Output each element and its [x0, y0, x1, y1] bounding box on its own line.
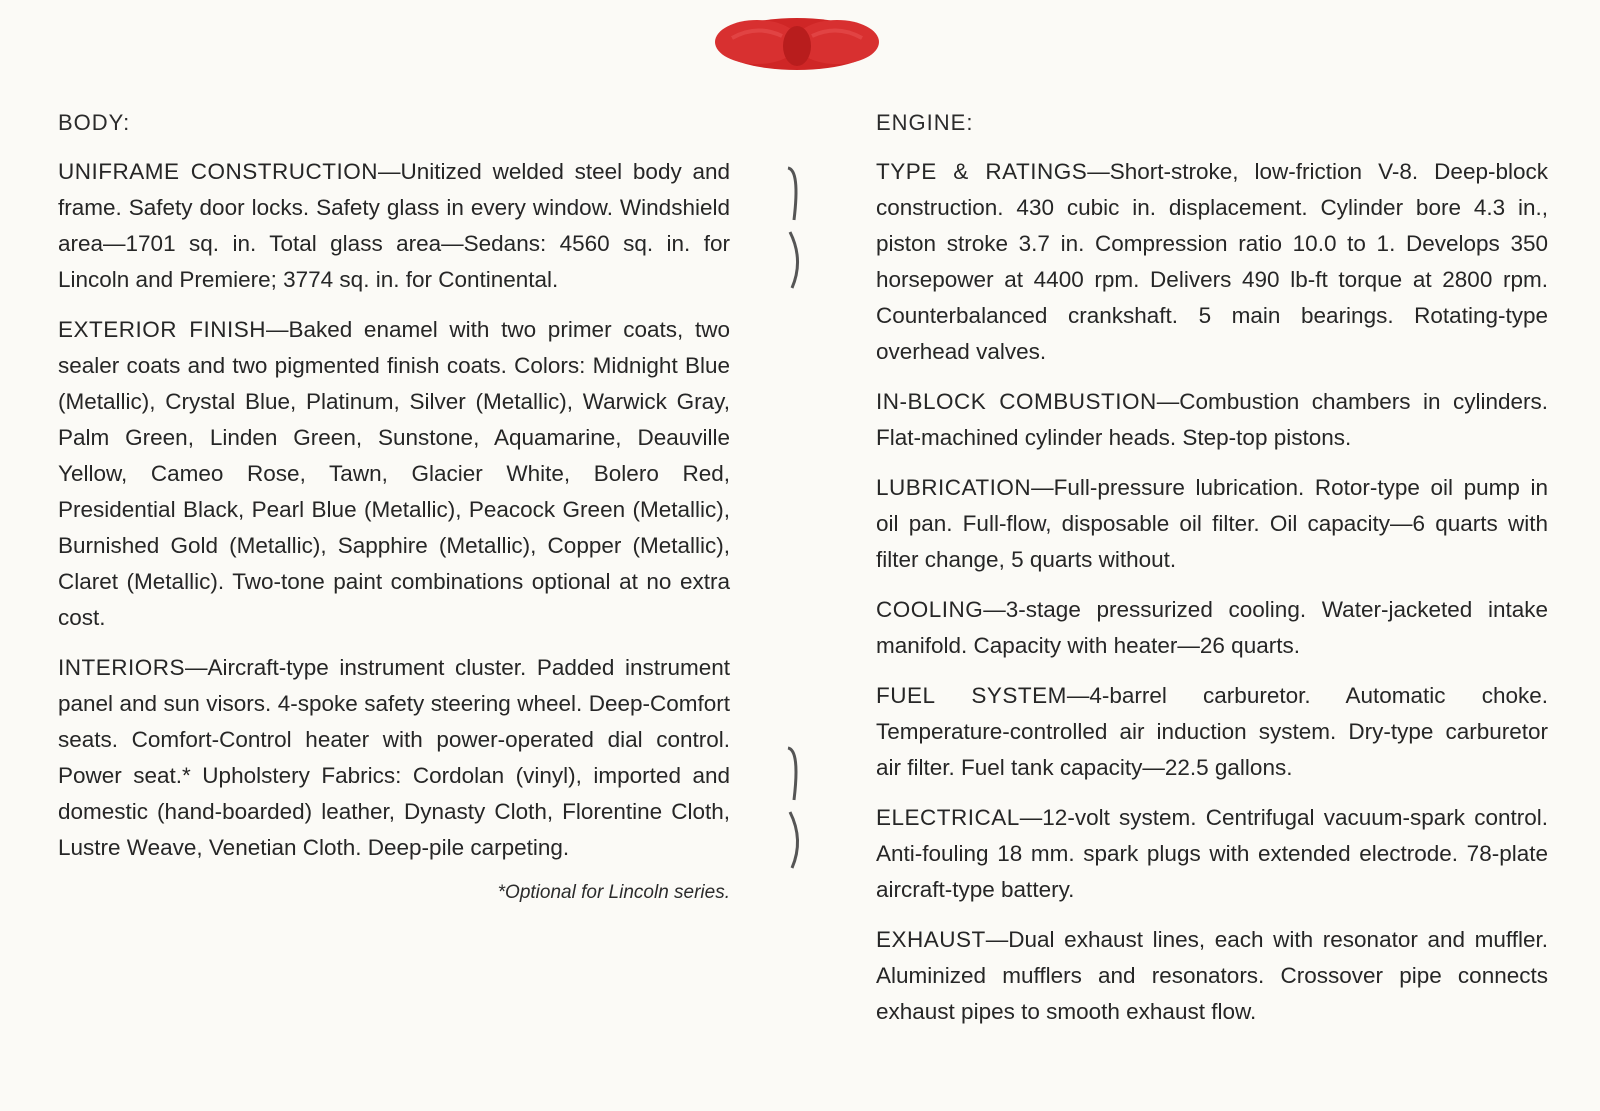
section-text: —Dual exhaust lines, each with resonator and muffler. Aluminized mufflers and resonators. Crossover pipe connects exhaust pipes to smooth exhaust flow. — [876, 927, 1548, 1024]
section-lead: FUEL SYSTEM — [876, 683, 1067, 708]
section-text: —Short-stroke, low-friction V-8. Deep-block construction. 430 cubic in. displacement. Cylinder bore 4.3 in., piston stroke 3.7 in. Compression ratio 10.0 to 1. Develops 350 horsepower at 4400 rpm. Delivers 490 lb-ft torque at 2800 rpm. Counterbalanced crankshaft. 5 main bearings. Rotating-type overhead valves. — [876, 159, 1548, 364]
section-lead: UNIFRAME CONSTRUCTION — [58, 159, 379, 184]
section-text: —12-volt system. Centrifugal vacuum-spark control. Anti-fouling 18 mm. spark plugs with extended electrode. 78-plate aircraft-type battery. — [876, 805, 1548, 902]
section-text: —Aircraft-type instrument cluster. Padded instrument panel and sun visors. 4-spoke safety steering wheel. Deep-Comfort seats. Comfort-Control heater with power-operated dial control. Power seat.* Upholstery Fabrics: Cordolan (vinyl), imported and domestic (hand-boarded) leather, Dynasty Cloth, Florentine Cloth, Lustre Weave, Venetian Cloth. Deep-pile carpeting. — [58, 655, 730, 860]
section-lead: EXHAUST — [876, 927, 986, 952]
engine-section-fuel-system — [876, 678, 1548, 786]
section-text: —Unitized welded steel body and frame. Safety door locks. Safety glass in every window. Windshield area—1701 sq. in. Total glass area—Sedans: 4560 sq. in. for Lincoln and Premiere; 3774 sq. in. for Continental. — [58, 159, 731, 292]
section-lead: ELECTRICAL — [876, 805, 1020, 830]
engine-section-cooling — [876, 592, 1548, 664]
section-lead: LUBRICATION — [876, 475, 1032, 500]
engine-heading: ENGINE: — [876, 110, 974, 135]
footnote: *Optional for Lincoln series. — [497, 882, 730, 903]
section-text: —3-stage pressurized cooling. Water-jacketed intake manifold. Capacity with heater—26 quarts. — [876, 597, 1548, 658]
engine-section-type-ratings — [876, 154, 1548, 370]
section-text: —Combustion chambers in cylinders. Flat-machined cylinder heads. Step-top pistons. — [876, 389, 1548, 450]
engine-section-in-block-combustion — [876, 384, 1548, 456]
binding-stitch-upper — [780, 160, 810, 300]
red-ribbon-bow — [712, 12, 882, 76]
section-text: —Full-pressure lubrication. Rotor-type oil pump in oil pan. Full-flow, disposable oil filter. Oil capacity—6 quarts with filter change, 5 quarts without. — [876, 475, 1548, 572]
body-section-exterior-finish — [58, 312, 730, 636]
body-section-interiors — [58, 650, 730, 866]
body-section-uniframe — [58, 154, 730, 298]
body-heading: BODY: — [58, 110, 131, 135]
section-lead: TYPE & RATINGS — [876, 159, 1088, 184]
engine-section-electrical — [876, 800, 1548, 908]
section-lead: COOLING — [876, 597, 984, 622]
section-text: —4-barrel carburetor. Automatic choke. Temperature-controlled air induction system. Dry-type carburetor air filter. Fuel tank capacity—22.5 gallons. — [876, 683, 1548, 780]
section-lead: IN-BLOCK COMBUSTION — [876, 389, 1157, 414]
engine-section-exhaust — [876, 922, 1548, 1030]
body-column — [58, 110, 730, 904]
engine-column — [876, 110, 1548, 1044]
binding-stitch-lower — [780, 740, 810, 880]
section-lead: EXTERIOR FINISH — [58, 317, 266, 342]
engine-section-lubrication — [876, 470, 1548, 578]
section-text: —Baked enamel with two primer coats, two sealer coats and two pigmented finish coats. Colors: Midnight Blue (Metallic), Crystal Blue, Platinum, Silver (Metallic), Warwick Gray, Palm Green, Linden Green, Sunstone, Aquamarine, Deauville Yellow, Cameo Rose, Tawn, Glacier White, Bolero Red, Presidential Black, Pearl Blue (Metallic), Peacock Green (Metallic), Burnished Gold (Metallic), Sapphire (Metallic), Copper (Metallic), Claret (Metallic). Two-tone paint combinations optional at no extra cost. — [58, 317, 730, 630]
section-lead: INTERIORS — [58, 655, 186, 680]
